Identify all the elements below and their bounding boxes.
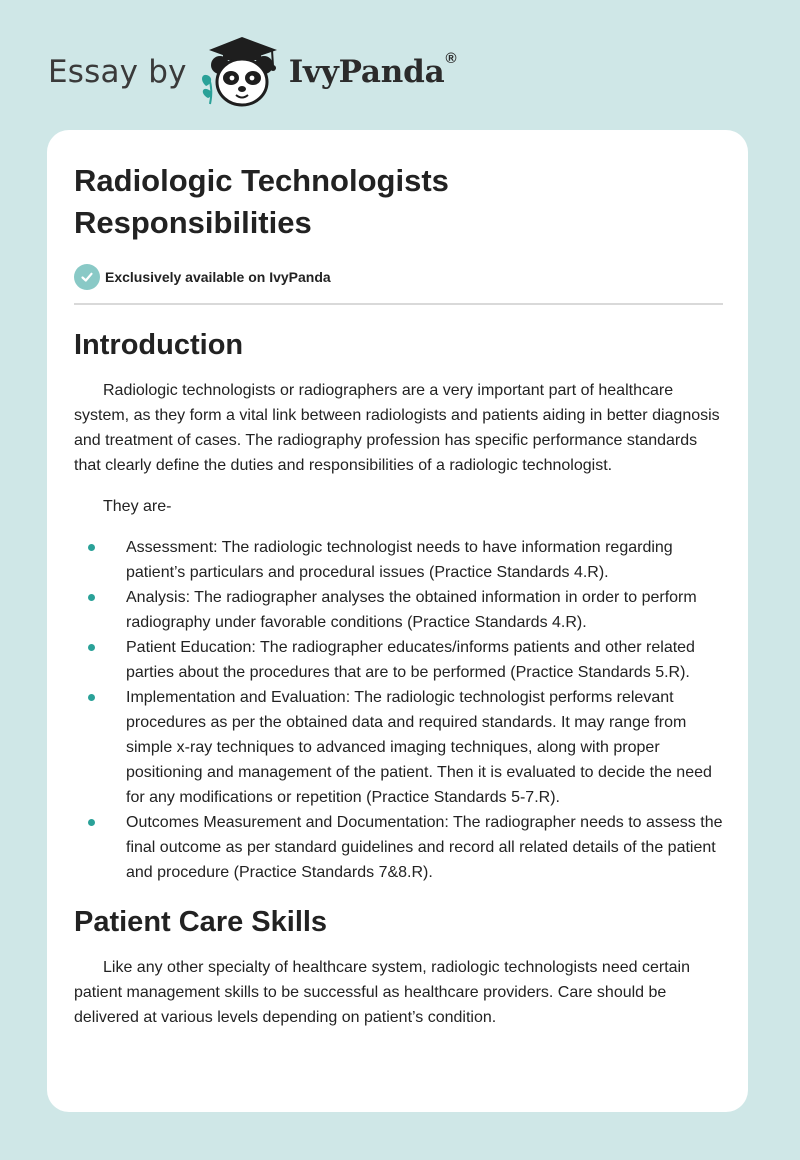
section-patient-care-skills <box>74 904 723 1030</box>
bullet-icon <box>88 544 95 551</box>
list-item <box>74 535 723 585</box>
panda-graduate-icon <box>199 34 285 110</box>
list-item-text: Outcomes Measurement and Documentation: The radiographer needs to assess the final outcome as per standard guidelines and record all related details of the patient and procedure (Practice Standards 7&8.R). <box>126 814 723 881</box>
bullet-icon <box>88 644 95 651</box>
exclusive-badge <box>74 263 723 291</box>
list-item-text: Analysis: The radiographer analyses the obtained information in order to perform radiography under favorable conditions (Practice Standards 4.R). <box>126 589 697 631</box>
list-item <box>74 810 723 885</box>
paragraph: They are- <box>103 498 172 515</box>
brand-prefix: Essay by <box>48 54 187 90</box>
list-item-text: Patient Education: The radiographer educates/informs patients and other related parties about the procedures that are to be performed (Practice Standards 5.R). <box>126 639 695 681</box>
site-logo[interactable] <box>48 34 456 110</box>
check-icon <box>74 264 100 290</box>
bullet-icon <box>88 819 95 826</box>
list-item <box>74 685 723 810</box>
list-item <box>74 635 723 685</box>
responsibilities-list <box>74 535 723 885</box>
essay-card <box>47 130 748 1112</box>
essay-content <box>74 160 723 1030</box>
section-heading: Introduction <box>74 329 244 361</box>
section-introduction <box>74 327 723 885</box>
paragraph: Radiologic technologists or radiographers are a very important part of healthcare system, as they form a vital link between radiologists and patients aiding in better diagnosis and treatment of cases. The radiography profession has specific performance standards that clearly define the duties and responsibilities of a radiologic technologist. <box>74 382 720 474</box>
brand-name-text: IvyPanda <box>288 54 445 90</box>
essay-title-line1: Radiologic Technologists <box>74 163 449 198</box>
essay-title <box>74 160 723 244</box>
registered-mark: ® <box>445 50 457 67</box>
title-divider <box>74 303 723 305</box>
essay-title-line2: Responsibilities <box>74 205 312 240</box>
section-heading: Patient Care Skills <box>74 906 328 938</box>
list-item-text: Assessment: The radiologic technologist needs to have information regarding patient’s particulars and procedural issues (Practice Standards 4.R). <box>126 539 673 581</box>
bullet-icon <box>88 594 95 601</box>
list-item <box>74 585 723 635</box>
bullet-icon <box>88 694 95 701</box>
exclusive-badge-text: Exclusively available on IvyPanda <box>105 269 331 285</box>
paragraph: Like any other specialty of healthcare system, radiologic technologists need certain patient management skills to be successful as healthcare providers. Care should be delivered at various levels depending on patient’s condition. <box>74 959 690 1026</box>
list-item-text: Implementation and Evaluation: The radiologic technologist performs relevant procedures as per the obtained data and required standards. It may range from simple x-ray techniques to advanced imaging techniques, along with proper positioning and management of the patient. Then it is evaluated to decide the need for any modifications or repetition (Practice Standards 5-7.R). <box>126 689 712 806</box>
brand-name <box>288 50 457 90</box>
